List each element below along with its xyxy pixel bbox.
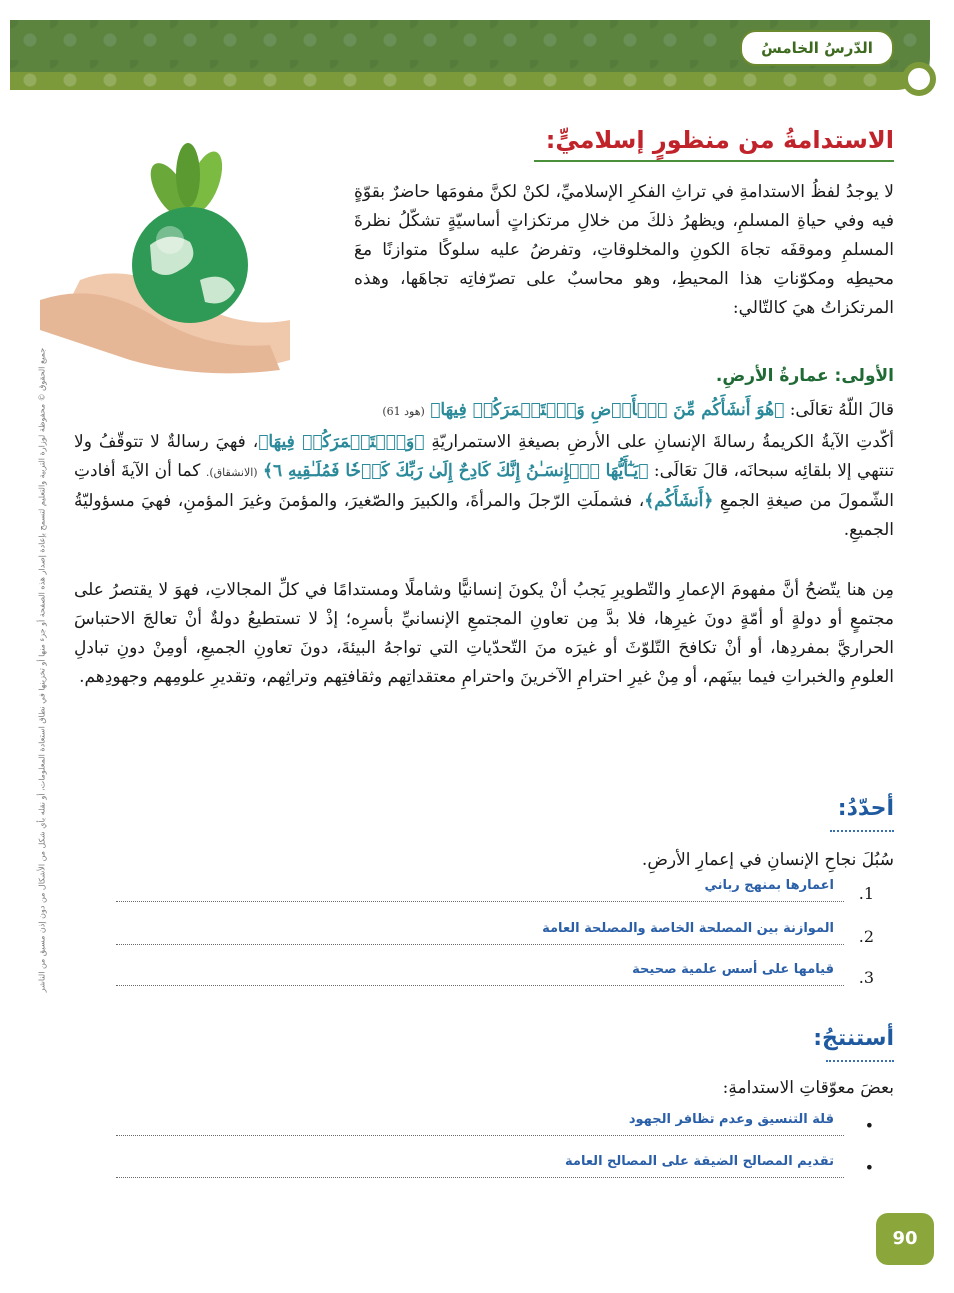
answer-dotted-line <box>116 1135 844 1136</box>
answer-dotted-line <box>116 1177 844 1178</box>
p1-part-b: ، فهيَ رسالةٌ لا تتوقّفُ ولا تنتهي إلا بلقائِه سبحانَه، قالَ تعَالَى: <box>74 432 895 481</box>
define-answer-text[interactable]: قيامها على أسس علمية صحيحة <box>628 962 838 977</box>
globe-sphere <box>132 207 248 323</box>
define-title: أحدّدُ: <box>837 796 894 821</box>
define-answer-number: 3. <box>858 968 874 987</box>
p1-part-c: كما أن الآيةَ أفادتِ الشّمولَ من صيغةِ الجمعِ <box>74 461 894 511</box>
p1-quote-3: ﴿أَنشَأَكُم﴾ <box>644 491 714 511</box>
answer-dotted-line <box>116 901 844 902</box>
bullet-marker: • <box>864 1158 874 1177</box>
conclude-title-underline <box>826 1060 894 1062</box>
first-pillar-paragraph <box>74 428 894 545</box>
conclude-answer-row <box>94 1112 894 1142</box>
p1-quote-2: ﴿يَـٰٓأَيُّهَا ٱلۡإِنسَـٰنُ إِنَّكَ كَادِحٌ إِلَىٰ رَبِّكَ كَدۡحٗا فَمُلَـٰقِيهِ ٦﴾ <box>262 461 649 481</box>
define-answer-number: 1. <box>858 884 874 903</box>
verse-line <box>74 396 894 426</box>
globe-in-hands-illustration <box>40 130 300 380</box>
second-paragraph: مِن هنا يتّضحُ أنَّ مفهومَ الإعمارِ والتّطويرِ يَجبُ أنْ يكونَ إنسانيًّا وشاملًا ومستدامًا في كلِّ المجالاتِ، فهوَ لا يقتصرُ على مجتمعٍ أو دولةٍ أو أمّةٍ دونَ غيرِها، فلا بدَّ مِن تعاونِ المجتمعِ الإنسانيِّ بأسرِه؛ إذْ لا تستطيعُ دولةٌ أنْ تعالجَ الاحتباسَ الحراريَّ بمفردِها، أو أنْ تكافحَ التّلوّثَ أو غيرَه منَ التّحدّياتِ التي تواجهُ البيئةَ، دونَ تعاونِ الجميعِ، أومِنْ دونِ تبادلِ العلومِ والخبراتِ فيما بينَهم، أو مِنْ غيرِ احترامِ الآخرينَ واحترامِ معتقداتِهم وثقافتِهم وتراثِهم، وتقديرِ علومِهم وجهودِهم. <box>74 580 894 687</box>
conclude-prompt: بعضَ معوّقاتِ الاستدامةِ: <box>722 1078 894 1098</box>
conclude-title: أستنتجُ: <box>813 1026 894 1051</box>
bullet-marker: • <box>864 1116 874 1135</box>
define-answer-text[interactable]: اعمارها بمنهج رباني <box>701 878 839 893</box>
copyright-note <box>22 330 62 1010</box>
page-number: 90 <box>876 1213 934 1265</box>
intro-paragraph: لا يوجدُ لفظُ الاستدامةِ في تراثِ الفكرِ الإسلاميِّ، لكنْ لكنَّ مفومَها حاضرٌ بقوّةٍ فيه وفي حياةِ المسلمِ، ويظهرُ ذلكَ من خلالِ مرتكزاتٍ أساسيّةٍ تشكّلُ نظرةَ المسلمِ وموقفَه تجاهَ الكونِ والمخلوقاتِ، وتفرضُ عليه سلوكًا متوازنًا معَ محيطِه ومكوّناتِ هذا المحيطِ، وهو محاسبٌ على تصرّفاتِه تجاهَها، وهذه المرتكزاتُ هيَ كالتّالي: <box>354 182 895 318</box>
conclude-answer-row <box>94 1154 894 1184</box>
copyright-text: جميع الحقوق © محفوظة لوزارة التربية والتعليم لتسمح بإعادة إصدار هذه الصفحة أو جزء منها أو تخزينها في نطاق استعادة المعلومات، أو نقله بأي شكل من الأشكال من دون إذن مسبق من الناشر <box>37 347 47 993</box>
conclude-answer-text[interactable]: تقديم المصالح الضيقة على المصالح العامة <box>561 1154 838 1169</box>
answer-dotted-line <box>116 944 844 945</box>
p1-reference: (الانشقاق). <box>205 466 258 479</box>
define-answer-row <box>94 921 894 951</box>
answer-dotted-line <box>116 985 844 986</box>
define-answer-text[interactable]: الموازنة بين المصلحة الخاصة والمصلحة العامة <box>538 921 838 936</box>
define-answer-number: 2. <box>858 927 874 946</box>
leaf-middle <box>176 143 200 207</box>
title-underline <box>534 160 894 162</box>
p1-quote-1: ﴿وَٱسۡتَعۡمَرَكُمۡ فِيهَا﴾ <box>258 432 425 452</box>
first-pillar-heading: الأولى: عمارةُ الأرضِ. <box>715 366 894 386</box>
define-title-underline <box>830 830 894 832</box>
p1-part-d: ، فشملَتِ الرّجلَ والمرأةَ، والكبيرَ والصّغيرَ، والمؤمنَ وغيرَ المؤمنِ، فهيَ مسؤوليّةُ الجميعِ. <box>74 491 894 540</box>
define-prompt: سُبُلَ نجاحِ الإنسانِ في إعمارِ الأرضِ. <box>641 850 894 870</box>
globe-highlight <box>156 226 184 254</box>
verse-intro: قالَ اللّهُ تعَالَى: <box>789 400 894 420</box>
verse-quote: ﴿هُوَ أَنشَأَكُم مِّنَ ٱلۡأَرۡضِ وَٱسۡتَعۡمَرَكُمۡ فِيهَا﴾ <box>430 400 785 420</box>
verse-reference: (هود 61) <box>382 405 425 418</box>
conclude-answer-text[interactable]: قلة التنسيق وعدم تظافر الجهود <box>625 1112 838 1127</box>
lesson-label: الدّرسُ الخامسُ <box>740 30 894 66</box>
banner-circle-ornament <box>902 62 936 96</box>
section-title: الاستدامةُ من منظورٍ إسلاميٍّ: <box>545 126 894 154</box>
define-answer-row <box>94 878 894 908</box>
p1-part-a: أكّدتِ الآيةُ الكريمةُ رسالةَ الإنسانِ على الأرضِ بصيغةِ الاستمراريّةِ <box>431 432 894 452</box>
define-answer-row <box>94 962 894 992</box>
